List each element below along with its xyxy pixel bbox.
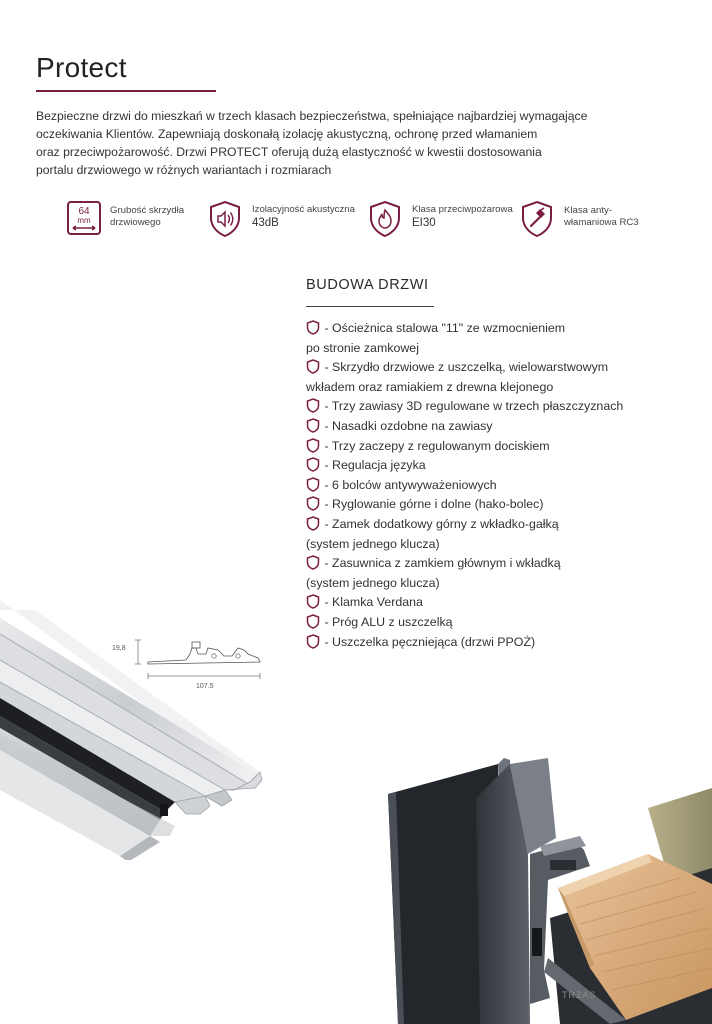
feature-value: 43dB [252, 217, 279, 229]
budowa-item-text: (system jednego klucza) [306, 536, 440, 551]
budowa-list-item [306, 319, 656, 339]
watermark: TRZAS [562, 990, 597, 1000]
features-row [66, 198, 666, 238]
intro-paragraph [36, 107, 596, 179]
feature-label: Grubość skrzydła [110, 205, 185, 216]
shield-bullet-icon [306, 457, 320, 472]
budowa-item-text: - 6 bolców antywyważeniowych [321, 477, 497, 492]
budowa-list-item [306, 495, 656, 515]
feature-acoustic [208, 198, 368, 238]
feature-value: EI30 [412, 217, 436, 229]
budowa-heading: BUDOWA DRZWI [306, 277, 429, 293]
thickness-icon [66, 200, 102, 236]
budowa-item-text: po stronie zamkowej [306, 340, 419, 355]
feature-fire [368, 198, 518, 238]
shield-bullet-icon [306, 496, 320, 511]
budowa-list-item [306, 358, 656, 378]
feature-label: drzwiowego [110, 217, 161, 228]
intro-line: oczekiwania Klientów. Zapewniają doskonałą izolację akustyczną, ochronę przed włamaniem [36, 127, 538, 141]
feature-label: Klasa przeciwpożarowa [412, 204, 513, 215]
budowa-item-text: - Próg ALU z uszczelką [321, 614, 453, 629]
feature-label: włamaniowa RC3 [564, 217, 639, 228]
budowa-list-item [306, 613, 656, 633]
budowa-list-item [306, 397, 656, 417]
budowa-item-text: - Uszczelka pęczniejąca (drzwi PPOŻ) [321, 634, 536, 649]
budowa-list-item [306, 456, 656, 476]
shield-bullet-icon [306, 438, 320, 453]
budowa-list-item [306, 378, 656, 398]
budowa-list-item [306, 476, 656, 496]
shield-bullet-icon [306, 516, 320, 531]
hammer-shield-icon [520, 200, 554, 238]
page-title: Protect [36, 52, 127, 83]
budowa-item-text: - Zamek dodatkowy górny z wkładko-gałką [321, 516, 559, 531]
budowa-list-item [306, 339, 656, 359]
dimension-width-label: 107.5 [196, 683, 214, 690]
door-frame-section-image [380, 758, 712, 1024]
budowa-list-item [306, 535, 656, 555]
shield-bullet-icon [306, 555, 320, 570]
budowa-underline [306, 306, 434, 307]
budowa-list-item [306, 437, 656, 457]
budowa-item-text: - Zasuwnica z zamkiem głównym i wkładką [321, 556, 561, 571]
budowa-item-text: - Nasadki ozdobne na zawiasy [321, 418, 493, 433]
title-underline [36, 90, 216, 92]
budowa-list-item [306, 417, 656, 437]
intro-line: oraz przeciwpożarowość. Drzwi PROTECT oferują dużą elastyczność w kwestii dostosowania [36, 145, 542, 159]
budowa-item-text: - Regulacja języka [321, 458, 426, 473]
budowa-list-item [306, 554, 656, 574]
budowa-list-item [306, 515, 656, 535]
feature-burglary [520, 198, 660, 238]
shield-bullet-icon [306, 320, 320, 335]
shield-bullet-icon [306, 594, 320, 609]
shield-bullet-icon [306, 398, 320, 413]
feature-label: Klasa anty- [564, 205, 612, 216]
budowa-list-item [306, 593, 656, 613]
shield-bullet-icon [306, 418, 320, 433]
feature-label: Izolacyjność akustyczna [252, 204, 355, 215]
budowa-item-text: - Skrzydło drzwiowe z uszczelką, wielowarstwowym [321, 360, 609, 375]
budowa-list-item [306, 633, 656, 653]
intro-line: portalu drzwiowego w różnych wariantach i rozmiarach [36, 163, 332, 177]
budowa-item-text: (system jednego klucza) [306, 575, 440, 590]
budowa-item-text: - Trzy zawiasy 3D regulowane w trzech płaszczyznach [321, 399, 624, 414]
shield-bullet-icon [306, 359, 320, 374]
budowa-item-text: wkładem oraz ramiakiem z drewna klejonego [306, 379, 554, 394]
intro-line: Bezpieczne drzwi do mieszkań w trzech klasach bezpieczeństwa, spełniające najbardziej wymagające [36, 109, 588, 123]
budowa-list-item [306, 574, 656, 594]
shield-bullet-icon [306, 477, 320, 492]
svg-text:64: 64 [78, 206, 90, 217]
budowa-item-text: - Klamka Verdana [321, 595, 423, 610]
budowa-item-text: - Ryglowanie górne i dolne (hako-bolec) [321, 497, 544, 512]
dimension-height-label: 19,8 [112, 645, 126, 652]
budowa-list [306, 319, 656, 652]
budowa-item-text: - Ościeżnica stalowa "11" ze wzmocnieniem [321, 321, 566, 335]
shield-bullet-icon [306, 614, 320, 629]
svg-text:mm: mm [77, 216, 91, 225]
fire-shield-icon [368, 200, 402, 238]
sound-shield-icon [208, 200, 242, 238]
budowa-item-text: - Trzy zaczepy z regulowanym dociskiem [321, 438, 550, 453]
shield-bullet-icon [306, 634, 320, 649]
feature-thickness [66, 198, 206, 238]
